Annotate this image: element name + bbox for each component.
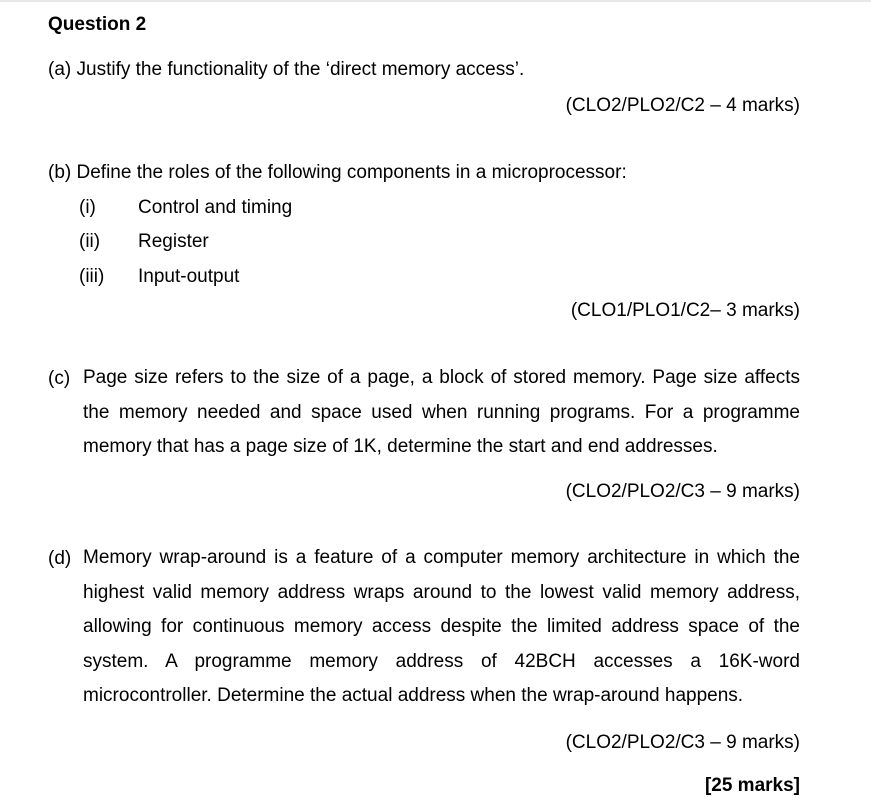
part-b-item-2-num: (ii)	[79, 231, 101, 252]
part-b-item-1-label: Control and timing	[138, 197, 293, 218]
question-title: Question 2	[48, 14, 147, 35]
part-b-item-3-num: (iii)	[79, 266, 105, 287]
part-d-label: (d)	[48, 548, 72, 569]
part-c-marks: (CLO2/PLO2/C3 – 9 marks)	[565, 481, 800, 502]
part-b-item-2-label: Register	[138, 231, 209, 252]
part-c-text: Page size refers to the size of a page, a block of stored memory. Page size affects the memory needed and space used when running programs. For a programme memory that has a page size of 1K, determine the start and end addresses.	[83, 367, 800, 457]
part-d-text: Memory wrap-around is a feature of a computer memory architecture in which the highest valid memory address wraps around to the lowest valid memory address, allowing for continuous memory access despite the limited address space of the system. A programme memory address of 42BCH accesses a 16K-word microcontroller. Determine the actual address when the wrap-around happens.	[83, 547, 800, 706]
part-a-text: (a) Justify the functionality of the ‘direct memory access’.	[48, 59, 525, 80]
part-a-marks: (CLO2/PLO2/C2 – 4 marks)	[565, 95, 800, 116]
total-marks: [25 marks]	[704, 775, 800, 796]
part-d-marks: (CLO2/PLO2/C3 – 9 marks)	[565, 732, 800, 753]
part-b-item-3-label: Input-output	[138, 266, 240, 287]
part-b-marks: (CLO1/PLO1/C2– 3 marks)	[570, 300, 800, 321]
part-b-text: (b) Define the roles of the following components in a microprocessor:	[48, 162, 627, 183]
part-b-item-1-num: (i)	[79, 197, 96, 218]
part-c-label: (c)	[48, 368, 71, 389]
top-divider	[0, 0, 871, 2]
